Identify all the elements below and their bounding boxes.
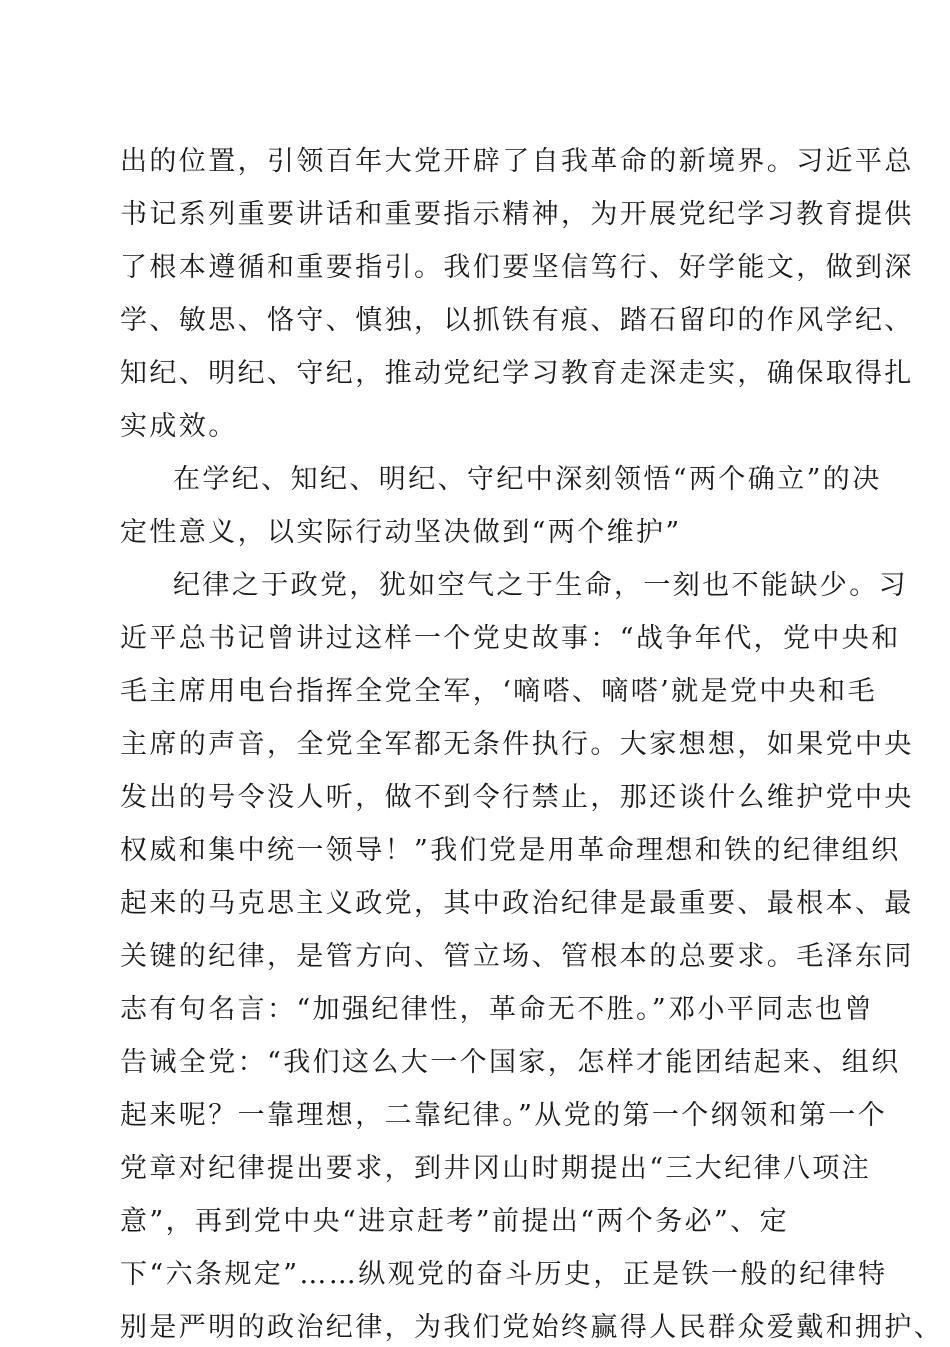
text-line: 出的位置，引领百年大党开辟了自我革命的新境界。习近平总 bbox=[120, 146, 914, 177]
text-line: 告诫全党：“我们这么大一个国家，怎样才能团结起来、组织 bbox=[120, 1047, 901, 1078]
section-heading-line: 定性意义，以实际行动坚决做到“两个维护” bbox=[120, 517, 682, 548]
text-line: 党章对纪律提出要求，到井冈山时期提出“三大纪律八项注 bbox=[120, 1153, 872, 1184]
text-line: 毛主席用电台指挥全党全军，‘嘀嗒、嘀嗒’就是党中央和毛 bbox=[120, 676, 877, 707]
text-line: 关键的纪律，是管方向、管立场、管根本的总要求。毛泽东同 bbox=[120, 941, 914, 972]
text-line: 书记系列重要讲话和重要指示精神，为开展党纪学习教育提供 bbox=[120, 199, 914, 230]
text-line: 志有句名言：“加强纪律性，革命无不胜。”邓小平同志也曾 bbox=[120, 994, 874, 1025]
section-heading-line: 在学纪、知纪、明纪、守纪中深刻领悟“两个确立”的决 bbox=[173, 464, 882, 495]
text-line: 知纪、明纪、守纪，推动党纪学习教育走深走实，确保取得扎 bbox=[120, 358, 914, 389]
text-line: 权威和集中统一领导！”我们党是用革命理想和铁的纪律组织 bbox=[120, 835, 901, 866]
text-line: 了根本遵循和重要指引。我们要坚信笃行、好学能文，做到深 bbox=[120, 252, 914, 283]
text-line: 纪律之于政党，犹如空气之于生命，一刻也不能缺少。习 bbox=[173, 570, 908, 601]
text-line: 发出的号令没人听，做不到令行禁止，那还谈什么维护党中央 bbox=[120, 782, 914, 813]
text-line: 起来的马克思主义政党，其中政治纪律是最重要、最根本、最 bbox=[120, 888, 914, 919]
text-line: 近平总书记曾讲过这样一个党史故事：“战争年代，党中央和 bbox=[120, 623, 901, 654]
text-line: 学、敏思、恪守、慎独，以抓铁有痕、踏石留印的作风学纪、 bbox=[120, 305, 914, 336]
text-line: 起来呢？一靠理想，二靠纪律。”从党的第一个纲领和第一个 bbox=[120, 1100, 888, 1131]
text-line: 实成效。 bbox=[120, 411, 238, 442]
text-line: 意”，再到党中央“进京赶考”前提出“两个务必”、定 bbox=[120, 1206, 790, 1237]
text-line: 别是严明的政治纪律，为我们党始终赢得人民群众爱戴和拥护、 bbox=[120, 1312, 944, 1343]
text-line: 下“六条规定”……纵观党的奋斗历史，正是铁一般的纪律特 bbox=[120, 1259, 888, 1290]
text-line: 主席的声音，全党全军都无条件执行。大家想想，如果党中央 bbox=[120, 729, 914, 760]
